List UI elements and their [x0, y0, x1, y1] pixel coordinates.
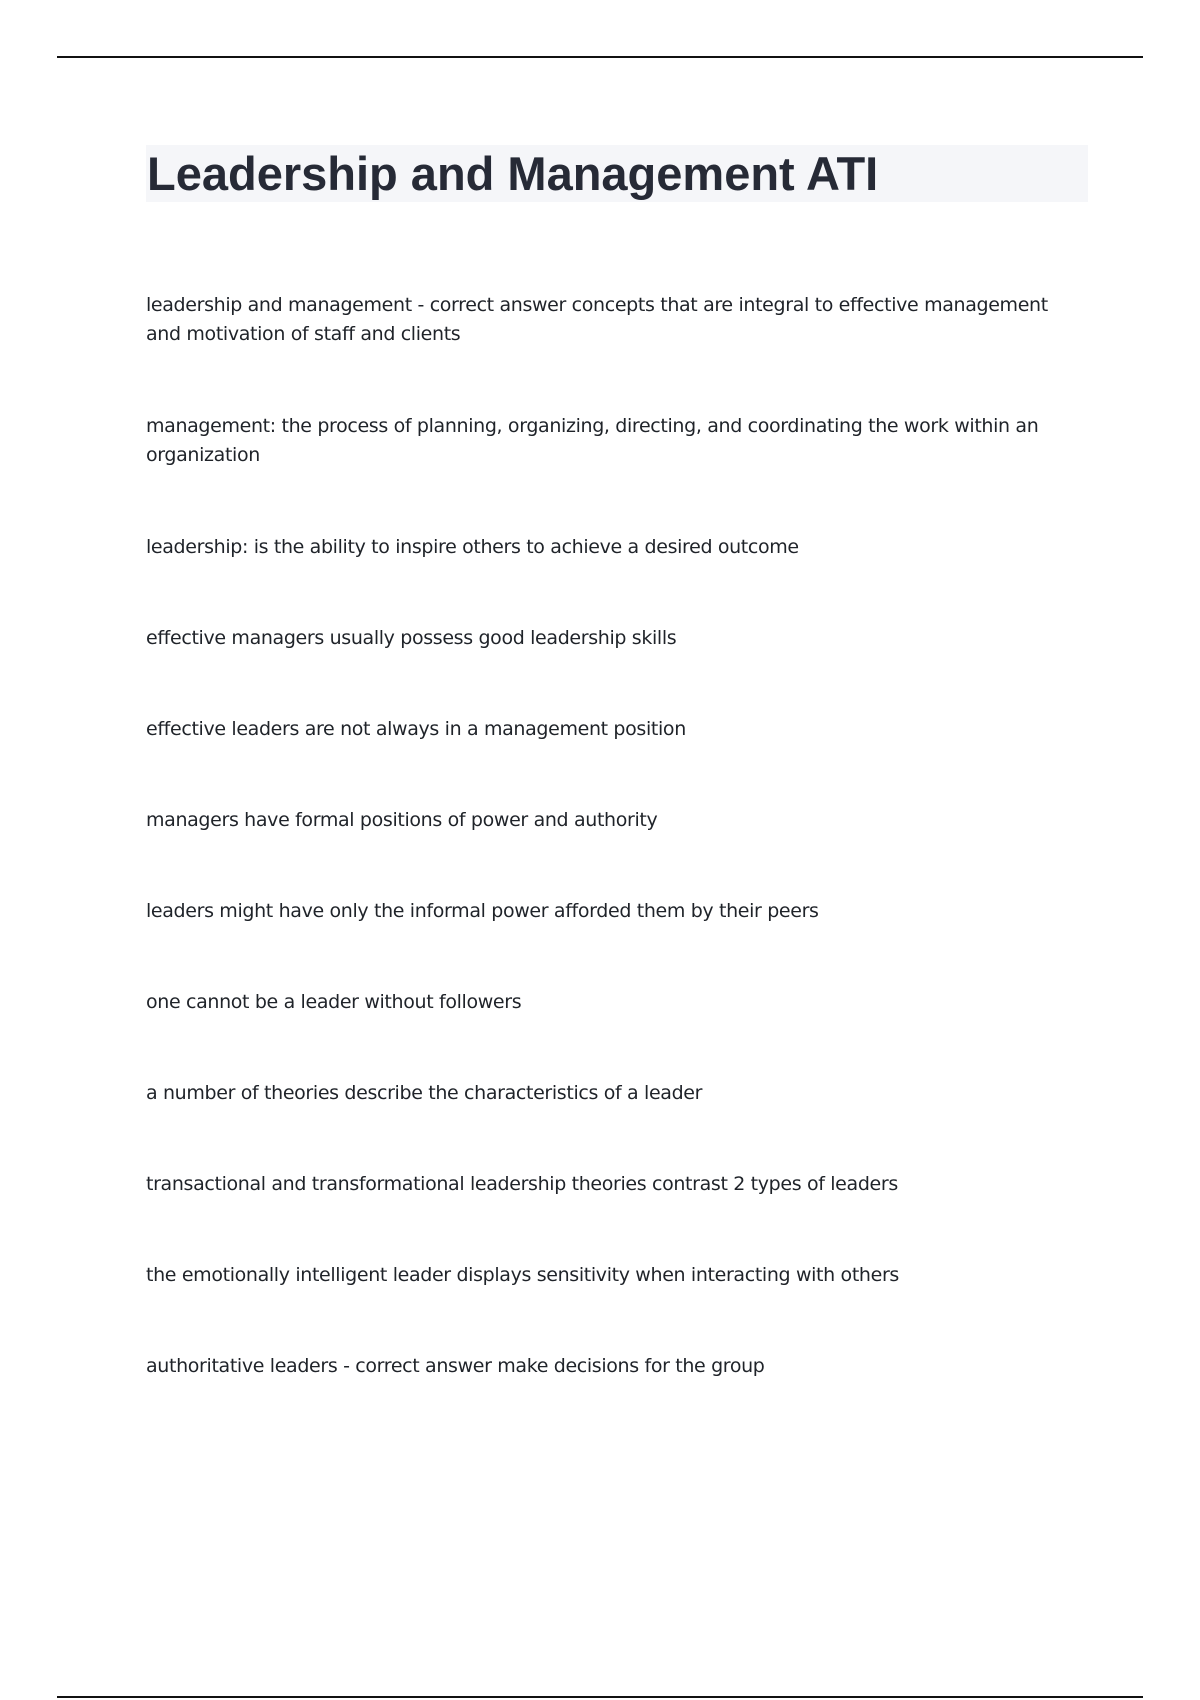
entry-item: managers have formal positions of power and authority	[146, 809, 658, 831]
document-title: Leadership and Management ATI	[147, 147, 879, 200]
entry-item: effective leaders are not always in a management position	[146, 718, 686, 740]
entry-item: one cannot be a leader without followers	[146, 991, 522, 1013]
entry-item: a number of theories describe the characteristics of a leader	[146, 1082, 703, 1104]
entry-item: authoritative leaders - correct answer make decisions for the group	[146, 1355, 765, 1377]
entry-item: leadership: is the ability to inspire others to achieve a desired outcome	[146, 536, 799, 558]
title-banner	[146, 145, 1088, 202]
entry-item: management: the process of planning, organizing, directing, and coordinating the work within an organization	[146, 415, 1039, 466]
top-divider	[57, 56, 1143, 58]
entry-list	[146, 291, 1088, 1443]
bottom-divider	[57, 1696, 1143, 1698]
entry-item: the emotionally intelligent leader displays sensitivity when interacting with others	[146, 1264, 899, 1286]
entry-item: transactional and transformational leadership theories contrast 2 types of leaders	[146, 1173, 898, 1195]
entry-item: effective managers usually possess good leadership skills	[146, 627, 677, 649]
entry-item: leadership and management - correct answer concepts that are integral to effective management and motivation of staff and clients	[146, 294, 1048, 345]
entry-item: leaders might have only the informal power afforded them by their peers	[146, 900, 819, 922]
